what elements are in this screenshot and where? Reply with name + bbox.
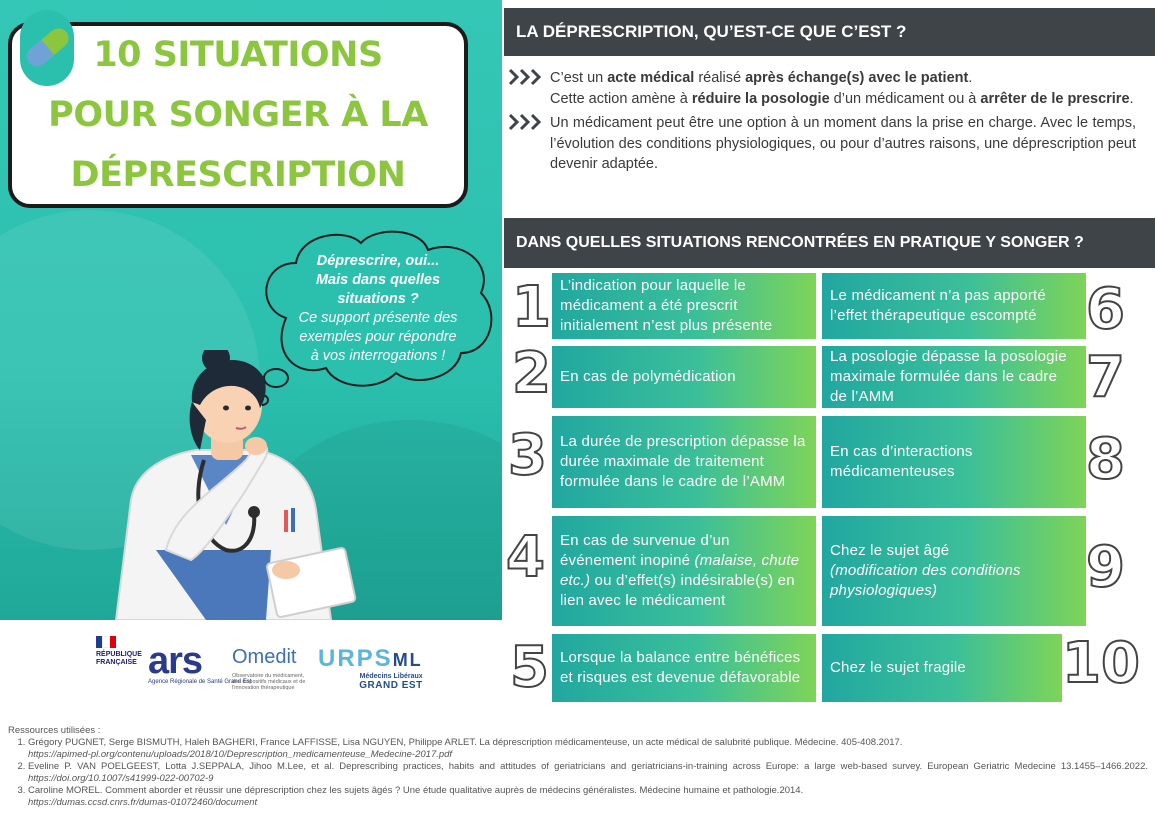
text: Caroline MOREL. Comment aborder et réussir une déprescription chez les sujets âgés ? Une étude qualitative auprès de médecins généralistes. Médecine humaine et pathologie.2014. xyxy=(28,785,804,796)
title-line: DÉPRESCRIPTION xyxy=(70,155,406,195)
logo-subtext: Agence Régionale de Santé Grand Est xyxy=(148,679,252,685)
omedit-logo xyxy=(232,646,312,691)
situation-item xyxy=(822,346,1086,408)
logo-subtext: Observatoire du médicament, des dispositifs médicaux et de l'innovation thérapeutique xyxy=(232,673,306,691)
pill-logo xyxy=(18,8,76,93)
reference-link[interactable]: https://doi.org/10.1007/s41999-022-00702-9 xyxy=(28,773,214,784)
chevrons-icon xyxy=(508,113,546,131)
logo-subtext: GRAND EST xyxy=(359,680,423,691)
text: (modification des conditions physiologiques) xyxy=(830,562,1021,599)
item-number: 6 xyxy=(1086,277,1125,342)
page-title xyxy=(48,25,428,205)
text: En cas de survenue d’un événement inopiné xyxy=(560,532,730,569)
republique-logo xyxy=(96,636,142,667)
thought-text xyxy=(272,252,484,366)
situation-item xyxy=(552,273,816,339)
situation-text xyxy=(560,531,808,611)
logo-text: ars xyxy=(148,640,203,682)
situation-text: Le médicament n’a pas apporté l’effet thérapeutique escompté xyxy=(830,287,1046,324)
thought-line: Ce support présente des xyxy=(298,310,458,326)
item-number: 5 xyxy=(510,635,549,700)
situation-item xyxy=(552,634,816,702)
text: Grégory PUGNET, Serge BISMUTH, Haleh BAGHERI, France LAFFISSE, Lisa NGUYEN, Philippe ARLET. La déprescription médicamenteuse, un acte médical de salubrité publique. Médecine. 405-408.2017. xyxy=(28,737,903,748)
text: Cette action amène à xyxy=(550,90,692,107)
logo-text: ML xyxy=(392,650,423,670)
item-number: 7 xyxy=(1086,345,1125,410)
title-line: 10 SITUATIONS xyxy=(93,35,383,75)
situation-text: Lorsque la balance entre bénéfices et risques est devenue défavorable xyxy=(560,649,801,686)
text: après échange(s) avec le patient xyxy=(745,70,969,86)
situation-item xyxy=(552,416,816,508)
doctor-illustration xyxy=(96,350,396,625)
situation-text: La durée de prescription dépasse la durée maximale de traitement formulée dans le cadre de l’AMM xyxy=(560,433,806,490)
item-number: 10 xyxy=(1062,631,1140,696)
section-heading xyxy=(504,8,1155,56)
logo-subtext: Médecins Libéraux xyxy=(359,673,423,680)
thought-line: à vos interrogations ! xyxy=(310,348,446,364)
situation-item xyxy=(822,516,1086,626)
text: C’est un xyxy=(550,70,608,86)
situation-item xyxy=(822,416,1086,508)
text: ou d’effet(s) indésirable(s) en lien avec le médicament xyxy=(560,572,795,609)
reference-item xyxy=(28,737,1148,761)
reference-item xyxy=(28,785,1148,809)
text: acte médical xyxy=(607,70,695,86)
flag-icon xyxy=(96,636,116,648)
text: Eveline P. VAN POELGEEST, Lotta J.SEPPALA, Jihoo M.Lee, et al. Deprescribing practices, habits and attitudes of geriatricians and geriatricians-in-training across Europe: a large web-based survey. European Geriatric Medecine 13.1455–1466.2022. xyxy=(28,761,1148,772)
title-line: POUR SONGER À LA xyxy=(48,95,428,135)
logo-text: URPS xyxy=(318,645,393,672)
chevrons-icon xyxy=(508,68,546,86)
situation-text xyxy=(830,541,1078,601)
text: . xyxy=(968,70,973,86)
situation-text: Chez le sujet fragile xyxy=(830,659,966,676)
logo-text: FRANÇAISE xyxy=(96,659,137,666)
reference-item xyxy=(28,761,1148,785)
situation-text: La posologie dépasse la posologie maximale formulée dans le cadre de l’AMM xyxy=(830,348,1067,405)
section-heading-text: LA DÉPRESCRIPTION, QU’EST-CE QUE C’EST ? xyxy=(516,22,907,41)
situation-item xyxy=(822,273,1086,339)
text: réduire la posologie xyxy=(691,90,830,107)
situation-item xyxy=(552,346,816,408)
situation-text: L’indication pour laquelle le médicament a été prescrit initialement n’est plus présente xyxy=(560,277,773,334)
thought-line: exemples pour répondre xyxy=(299,329,457,345)
text: Chez le sujet âgé xyxy=(830,542,950,559)
item-number: 1 xyxy=(512,275,551,340)
item-number: 3 xyxy=(508,423,547,488)
text: . xyxy=(1129,90,1134,107)
logo-text: RÉPUBLIQUE xyxy=(96,651,142,658)
thought-line: situations ? xyxy=(337,291,419,307)
text: d’un médicament ou à xyxy=(829,90,981,107)
thought-line: Déprescrire, oui... xyxy=(316,253,440,269)
item-number: 4 xyxy=(506,525,545,590)
intro-paragraph xyxy=(508,68,1136,109)
situation-item xyxy=(552,516,816,626)
text: réalisé xyxy=(694,70,746,86)
reference-link[interactable]: https://dumas.ccsd.cnrs.fr/dumas-01072460/document xyxy=(28,797,258,808)
references xyxy=(8,725,1148,809)
text: arrêter de le prescrire xyxy=(980,90,1130,107)
intro-block xyxy=(508,68,1136,175)
situation-item xyxy=(822,634,1062,702)
text: Un médicament peut être une option à un moment dans la prise en charge. Avec le temps, l’évolution des conditions physiologiques, ou pour d’autres raisons, une déprescription peut devenir adaptée. xyxy=(550,115,1136,172)
reference-link[interactable]: https://apimed-pl.org/contenu/uploads/2018/10/Deprescription_medicamenteuse_Medecine-2017.pdf xyxy=(28,749,453,760)
logo-text: Omedit xyxy=(232,646,297,668)
urps-logo xyxy=(318,645,423,691)
title-box xyxy=(8,22,468,208)
item-number: 9 xyxy=(1086,535,1125,600)
thought-line: Mais dans quelles xyxy=(315,272,441,288)
item-number: 2 xyxy=(512,341,551,406)
situation-text: En cas d’interactions médicamenteuses xyxy=(830,443,973,480)
section-heading xyxy=(504,218,1155,268)
intro-paragraph xyxy=(508,113,1136,175)
references-heading: Ressources utilisées : xyxy=(8,725,101,736)
situation-text: En cas de polymédication xyxy=(560,368,736,385)
section-heading-text: DANS QUELLES SITUATIONS RENCONTRÉES EN PRATIQUE Y SONGER ? xyxy=(516,234,1084,251)
item-number: 8 xyxy=(1086,427,1125,492)
text: (malaise, chute etc.) xyxy=(560,552,800,589)
